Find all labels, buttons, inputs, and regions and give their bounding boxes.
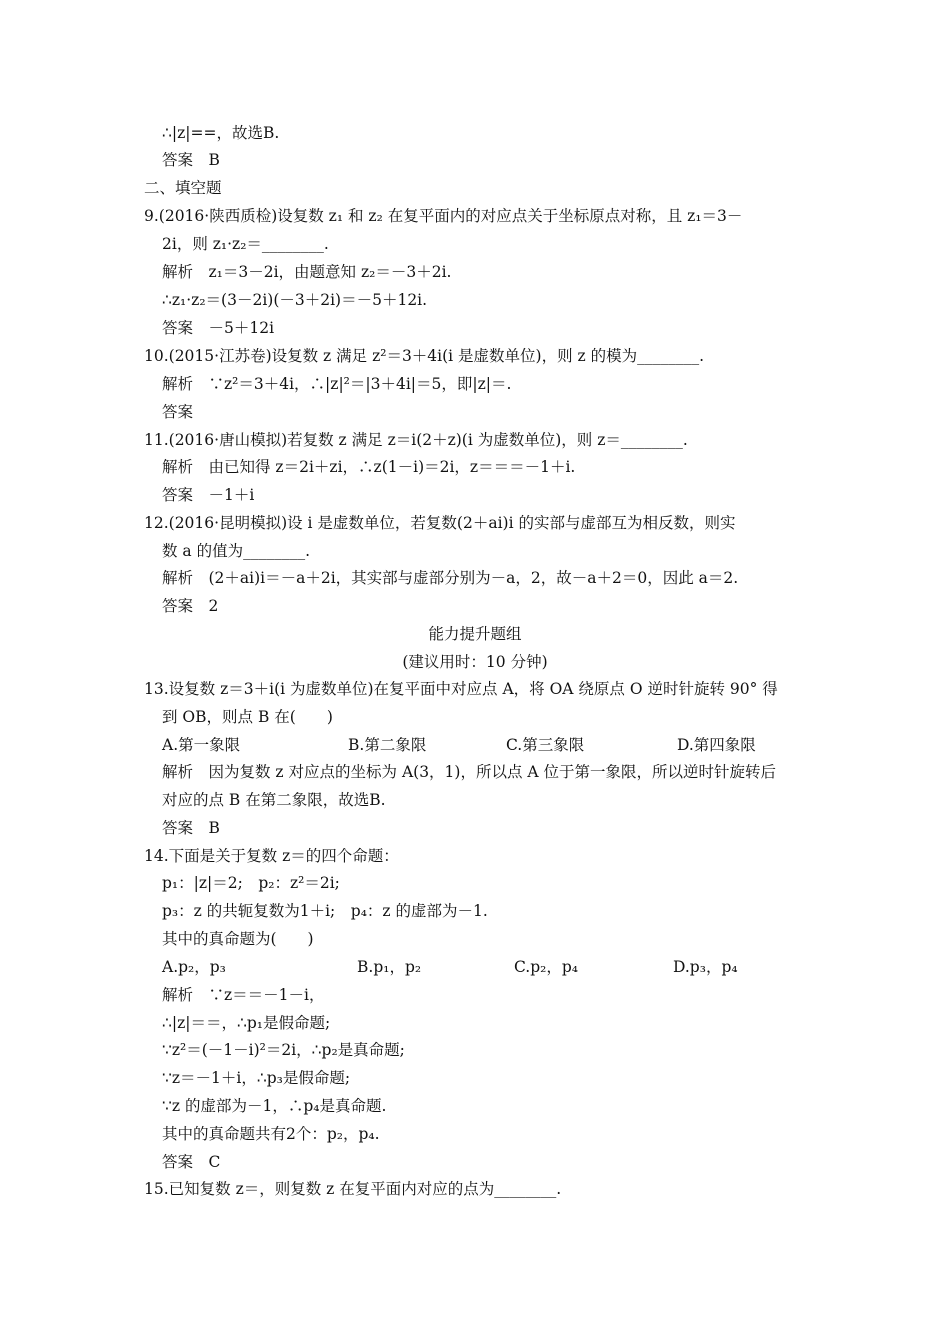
question-10: 10.(2015·江苏卷)设复数 z 满足 z²＝3＋4i(i 是虚数单位)，则 z 的模为________. <box>144 347 705 365</box>
text-line: 到 OB，则点 B 在( ) <box>162 708 333 726</box>
text-line: ∵z＝－1＋i，∴p₃是假命题; <box>162 1069 351 1087</box>
analysis-line: 解析 (2＋ai)i＝－a＋2i，其实部与虚部分别为－a，2，故－a＋2＝0，因此 a＝2. <box>162 569 739 587</box>
time-suggestion: (建议用时：10 分钟) <box>402 653 548 671</box>
question-15: 15.已知复数 z＝，则复数 z 在复平面内对应的点为________. <box>144 1180 562 1198</box>
text-line: ∵z²＝(－1－i)²＝2i，∴p₂是真命题; <box>162 1041 405 1059</box>
option-b: B.第二象限 <box>348 736 427 754</box>
option-d: D.第四象限 <box>677 736 756 754</box>
text-line: 数 a 的值为________. <box>162 542 311 560</box>
question-11: 11.(2016·唐山模拟)若复数 z 满足 z＝i(2＋z)(i 为虚数单位)，则 z＝________. <box>144 431 688 449</box>
answer-line: 答案 C <box>162 1153 221 1171</box>
text-line: ∴|z|＝＝，∴p₁是假命题; <box>162 1014 331 1032</box>
analysis-line: 解析 由已知得 z＝2i＋zi，∴z(1－i)＝2i，z＝＝＝－1＋i. <box>162 458 576 476</box>
proposition-line: p₁：|z|＝2; p₂：z²＝2i; <box>162 874 340 892</box>
answer-line: 答案 <box>162 403 194 421</box>
option-c: C.p₂，p₄ <box>514 958 579 976</box>
question-12: 12.(2016·昆明模拟)设 i 是虚数单位，若复数(2＋ai)i 的实部与虚部互为相反数，则实 <box>144 514 736 532</box>
analysis-line: 解析 因为复数 z 对应点的坐标为 A(3，1)，所以点 A 位于第一象限，所以逆时针旋转后 <box>162 763 777 781</box>
option-b: B.p₁，p₂ <box>357 958 422 976</box>
answer-line: 答案 B <box>162 819 220 837</box>
question-9: 9.(2016·陕西质检)设复数 z₁ 和 z₂ 在复平面内的对应点关于坐标原点对称，且 z₁＝3－ <box>144 207 743 225</box>
option-a: A.p₂，p₃ <box>162 958 226 976</box>
text-line: 2i，则 z₁·z₂＝________. <box>162 235 329 253</box>
group-heading: 能力提升题组 <box>428 625 522 643</box>
proposition-line: p₃：z 的共轭复数为1＋i; p₄：z 的虚部为－1. <box>162 902 488 920</box>
analysis-line: 解析 z₁＝3－2i，由题意知 z₂＝－3＋2i. <box>162 263 452 281</box>
option-d: D.p₃，p₄ <box>673 958 738 976</box>
question-13: 13.设复数 z＝3＋i(i 为虚数单位)在复平面中对应点 A，将 OA 绕原点 O 逆时针旋转 90° 得 <box>144 680 778 698</box>
analysis-line: 解析 ∵z²＝3＋4i，∴|z|²＝|3＋4i|＝5，即|z|＝. <box>162 375 512 393</box>
option-c: C.第三象限 <box>506 736 585 754</box>
analysis-line: 解析 ∵z＝＝－1－i， <box>162 986 325 1004</box>
text-line: 其中的真命题为( ) <box>162 930 314 948</box>
text-line: ∴z₁·z₂＝(3－2i)(－3＋2i)＝－5＋12i. <box>162 291 428 309</box>
text-line: ∵z 的虚部为－1，∴p₄是真命题. <box>162 1097 387 1115</box>
option-a: A.第一象限 <box>162 736 241 754</box>
text-line: 其中的真命题共有2个：p₂，p₄. <box>162 1125 380 1143</box>
text-line: 对应的点 B 在第二象限，故选B. <box>162 791 386 809</box>
answer-line: 答案 2 <box>162 597 219 615</box>
answer-line: 答案 －5＋12i <box>162 319 275 337</box>
section-heading: 二、填空题 <box>144 179 222 197</box>
answer-line: 答案 －1＋i <box>162 486 255 504</box>
answer-line: 答案 B <box>162 151 220 169</box>
text-line: ∴|z|==，故选B. <box>162 124 280 142</box>
question-14: 14.下面是关于复数 z＝的四个命题： <box>144 847 399 865</box>
